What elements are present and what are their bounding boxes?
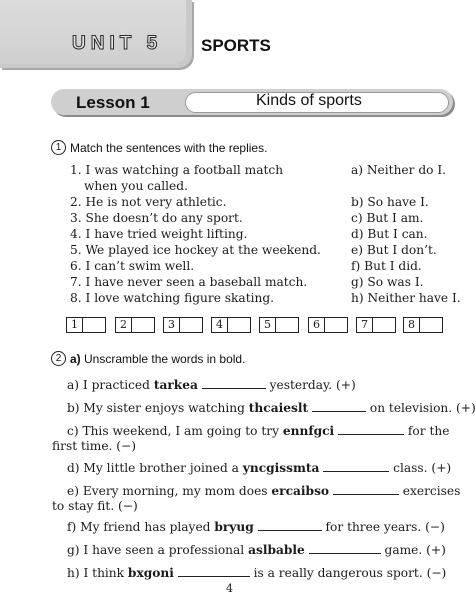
answer-field[interactable] <box>83 318 105 332</box>
scrambled-word: bxgoni <box>127 566 174 580</box>
answer-blank[interactable] <box>323 462 389 472</box>
exercise-1-number: 1 <box>51 140 66 155</box>
exercise-2-instruction <box>70 352 245 366</box>
reply-d: d) But I can. <box>351 227 428 241</box>
reply-g: g) So was I. <box>351 275 424 289</box>
answer-field[interactable] <box>228 318 250 332</box>
answer-box-number: 4 <box>212 318 228 332</box>
sentence-5: 5. We played ice hockey at the weekend. <box>70 243 321 257</box>
reply-c: c) But I am. <box>351 211 424 225</box>
sentence-1-cont: when you called. <box>84 179 188 193</box>
answer-box-number: 8 <box>404 318 420 332</box>
answer-field[interactable] <box>180 318 202 332</box>
answer-box-3[interactable] <box>163 317 203 333</box>
answer-box-number: 6 <box>309 318 325 332</box>
unscramble-item-c-cont: first time. (−) <box>52 439 137 453</box>
exercise-1-instruction: Match the sentences with the replies. <box>70 141 268 155</box>
answer-field[interactable] <box>420 318 442 332</box>
exercise-2-instruction-text: Unscramble the words in bold. <box>84 352 246 366</box>
sentence-3: 3. She doesn’t do any sport. <box>70 211 243 225</box>
scrambled-word: yncgissmta <box>242 461 320 475</box>
answer-blank[interactable] <box>258 521 322 531</box>
unit-title: SPORTS <box>201 36 271 55</box>
lesson-label: Lesson 1 <box>76 93 150 112</box>
lesson-title: Kinds of sports <box>256 92 362 109</box>
unscramble-item-d: d) My little brother joined a yncgissmta class. (+) <box>67 461 452 475</box>
answer-box-6[interactable] <box>308 317 348 333</box>
reply-a: a) Neither do I. <box>351 163 447 177</box>
sentence-7: 7. I have never seen a baseball match. <box>70 275 308 289</box>
answer-field[interactable] <box>132 318 154 332</box>
reply-f: f) But I did. <box>351 259 422 273</box>
unscramble-item-e-cont: to stay fit. (−) <box>52 499 138 513</box>
sentence-2: 2. He is not very athletic. <box>70 195 227 209</box>
reply-h: h) Neither have I. <box>351 291 461 305</box>
unscramble-item-f: f) My friend has played bryug for three years. (−) <box>67 520 445 534</box>
sentence-1: 1. I was watching a football match <box>70 163 284 177</box>
answer-blank[interactable] <box>312 402 366 412</box>
answer-box-number: 2 <box>116 318 132 332</box>
answer-blank[interactable] <box>202 379 266 389</box>
scrambled-word: tarkea <box>153 378 198 392</box>
scrambled-word: ercaibso <box>271 484 330 498</box>
scrambled-word: thcaieslt <box>248 401 309 415</box>
answer-box-8[interactable] <box>403 317 443 333</box>
answer-box-number: 3 <box>164 318 180 332</box>
answer-blank[interactable] <box>178 567 250 577</box>
answer-field[interactable] <box>373 318 395 332</box>
answer-field[interactable] <box>276 318 298 332</box>
exercise-2-number: 2 <box>51 351 66 366</box>
exercise-2-part: a) <box>70 352 81 366</box>
answer-box-2[interactable] <box>115 317 155 333</box>
reply-b: b) So have I. <box>351 195 429 209</box>
answer-box-7[interactable] <box>356 317 396 333</box>
sentence-6: 6. I can’t swim well. <box>70 259 195 273</box>
answer-blank[interactable] <box>338 425 404 435</box>
answer-box-number: 7 <box>357 318 373 332</box>
answer-box-1[interactable] <box>66 317 106 333</box>
answer-blank[interactable] <box>309 544 381 554</box>
page-number: 4 <box>226 582 233 595</box>
reply-e: e) But I don’t. <box>351 243 437 257</box>
scrambled-word: aslbable <box>248 543 305 557</box>
unscramble-item-h: h) I think bxgoni is a really dangerous sport. (−) <box>67 566 447 580</box>
unscramble-item-b: b) My sister enjoys watching thcaieslt on television. (+) <box>67 401 476 415</box>
unscramble-item-a: a) I practiced tarkea yesterday. (+) <box>67 378 356 392</box>
sentence-8: 8. I love watching figure skating. <box>70 291 275 305</box>
unit-label: UNIT 5 <box>72 33 163 54</box>
sentence-4: 4. I have tried weight lifting. <box>70 227 248 241</box>
scrambled-word: ennfgci <box>282 424 335 438</box>
answer-box-4[interactable] <box>211 317 251 333</box>
unscramble-item-e: e) Every morning, my mom does ercaibso exercises <box>67 484 461 498</box>
unscramble-item-g: g) I have seen a professional aslbable game. (+) <box>67 543 446 557</box>
scrambled-word: bryug <box>214 520 254 534</box>
answer-field[interactable] <box>325 318 347 332</box>
answer-box-5[interactable] <box>259 317 299 333</box>
answer-blank[interactable] <box>333 485 399 495</box>
answer-box-number: 1 <box>67 318 83 332</box>
unscramble-item-c: c) This weekend, I am going to try ennfgci for the <box>67 424 450 438</box>
answer-box-number: 5 <box>260 318 276 332</box>
